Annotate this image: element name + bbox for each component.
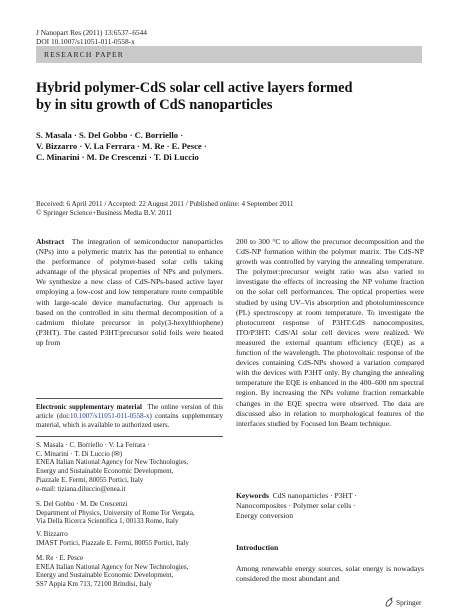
dates-line: Received: 6 April 2011 / Accepted: 22 August 2011 / Published online: 4 September 2011: [36, 200, 294, 208]
title-line: Hybrid polymer-CdS solar cell active layers formed: [36, 80, 353, 96]
divider: [36, 398, 223, 399]
paper-title: [36, 80, 426, 114]
divider: [36, 436, 223, 437]
abstract-left-column: [36, 237, 223, 348]
affiliation-block: M. Re · E. Pesce ENEA Italian National Agency for New Technologies, Energy and Sustainable Economic Development, SS7 Appia Km 713, 72100 Brindisi, Italy: [36, 554, 189, 589]
article-type-banner: [36, 46, 422, 63]
author-list: [36, 130, 426, 163]
author-line: V. Bizzarro · V. La Ferrara · M. Re · E. Pesce ·: [36, 141, 207, 151]
keywords-heading: Keywords: [236, 491, 269, 500]
publication-dates: [36, 200, 426, 218]
keywords-section: Keywords CdS nanoparticles · P3HT · Nanocomposites · Polymer solar cells · Energy conversion: [236, 491, 357, 521]
publisher-logo: [384, 597, 421, 607]
title-line: by in situ growth of CdS nanoparticles: [36, 97, 273, 113]
author-line: C. Minarini · M. De Crescenzi · T. Di Luccio: [36, 152, 199, 162]
article-type-label: RESEARCH PAPER: [44, 50, 124, 59]
supplementary-heading: Electronic supplementary material: [36, 403, 142, 411]
journal-reference: J Nanopart Res (2011) 13:6537–6544: [36, 28, 147, 37]
supplementary-note: Electronic supplementary material The online version of this article (doi:10.1007/s11051-011-0558-x) contains supplementary material, which is available to authorized users.: [36, 403, 224, 429]
affiliation-block: V. Bizzarro IMAST Portici, Piazzale E. Fermi, 80055 Portici, Italy: [36, 530, 189, 547]
affiliation-block: S. Del Gobbo · M. De Crescenzi Department of Physics, University of Rome Tor Vergata, Via Della Ricerca Scientifica 1, 00133 Rome, Italy: [36, 500, 195, 526]
abstract-text-left: The integration of semiconductor nanoparticles (NPs) into a polymeric matrix has the potential to enhance the performance of polymer-based solar cells taking advantage of the physical properties of NPs and polymers. We synthesize a new class of CdS-NPs-based active layer employing a low-cost and low temperature route compatible with large-scale device manufacturing. Our approach is based on the controlled in situ thermal decomposition of a cadmium thiolate precursor in poly(3-hexylthiophene) (P3HT). The casted P3HT:precursor solid foils were heated up from: [36, 237, 224, 347]
springer-horse-icon: [384, 597, 394, 607]
abstract-right-column: [236, 237, 424, 429]
copyright-line: © Springer Science+Business Media B.V. 2011: [36, 209, 173, 217]
author-line: S. Masala · S. Del Gobbo · C. Borriello ·: [36, 130, 184, 140]
doi-line: DOI 10.1007/s11051-011-0558-x: [36, 37, 135, 46]
publisher-name: Springer: [396, 597, 422, 607]
corresponding-email[interactable]: e-mail: tiziana.diluccio@enea.it: [36, 484, 126, 493]
introduction-heading: Introduction: [236, 543, 279, 552]
abstract-heading: Abstract: [36, 237, 65, 246]
affiliation-block: S. Masala · C. Borriello · V. La Ferrara · C. Minarini · T. Di Luccio (✉) ENEA Italian National Agency for New Technologies, Energy and Sustainable Economic Development, Piazzale E. Fermi, 80055 Portici, Italy e-mail: tiziana.diluccio@enea.it: [36, 441, 223, 493]
introduction-text: Among renewable energy sources, solar energy is nowadays considered the most abundant and: [236, 564, 424, 584]
abstract-text-right: 200 to 300 °C to allow the precursor decomposition and the CdS-NP formation within the polymer matrix. The CdS-NP growth was controlled by varying the annealing temperature. The polymer:precursor weight ratio was also varied to investigate the effects of increasing the NP volume fraction on the solar cell performances. The optical properties were studied by using UV–Vis absorption and photoluminescence (PL) spectroscopy at room temperature. To investigate the photocurrent response of P3HT:CdS nanocomposites, ITO/P3HT: CdS/Al solar cell devices were realized. We measured the external quantum efficiency (EQE) as a function of the wavelength. The photovoltaic response of the devices containing CdS-NPs showed a variation compared with the devices with P3HT only. By changing the annealing temperature the EQE is enhanced in the 400–600 nm spectral region. By increasing the NPs volume fraction remarkable changes in the EQE spectra were observed. The data are discussed also in relation to morphological features of the interfaces studied by Focused Ion Beam technique.: [236, 237, 424, 428]
supplementary-doi-link[interactable]: 10.1007/s11051-011-0558-x: [70, 411, 150, 420]
